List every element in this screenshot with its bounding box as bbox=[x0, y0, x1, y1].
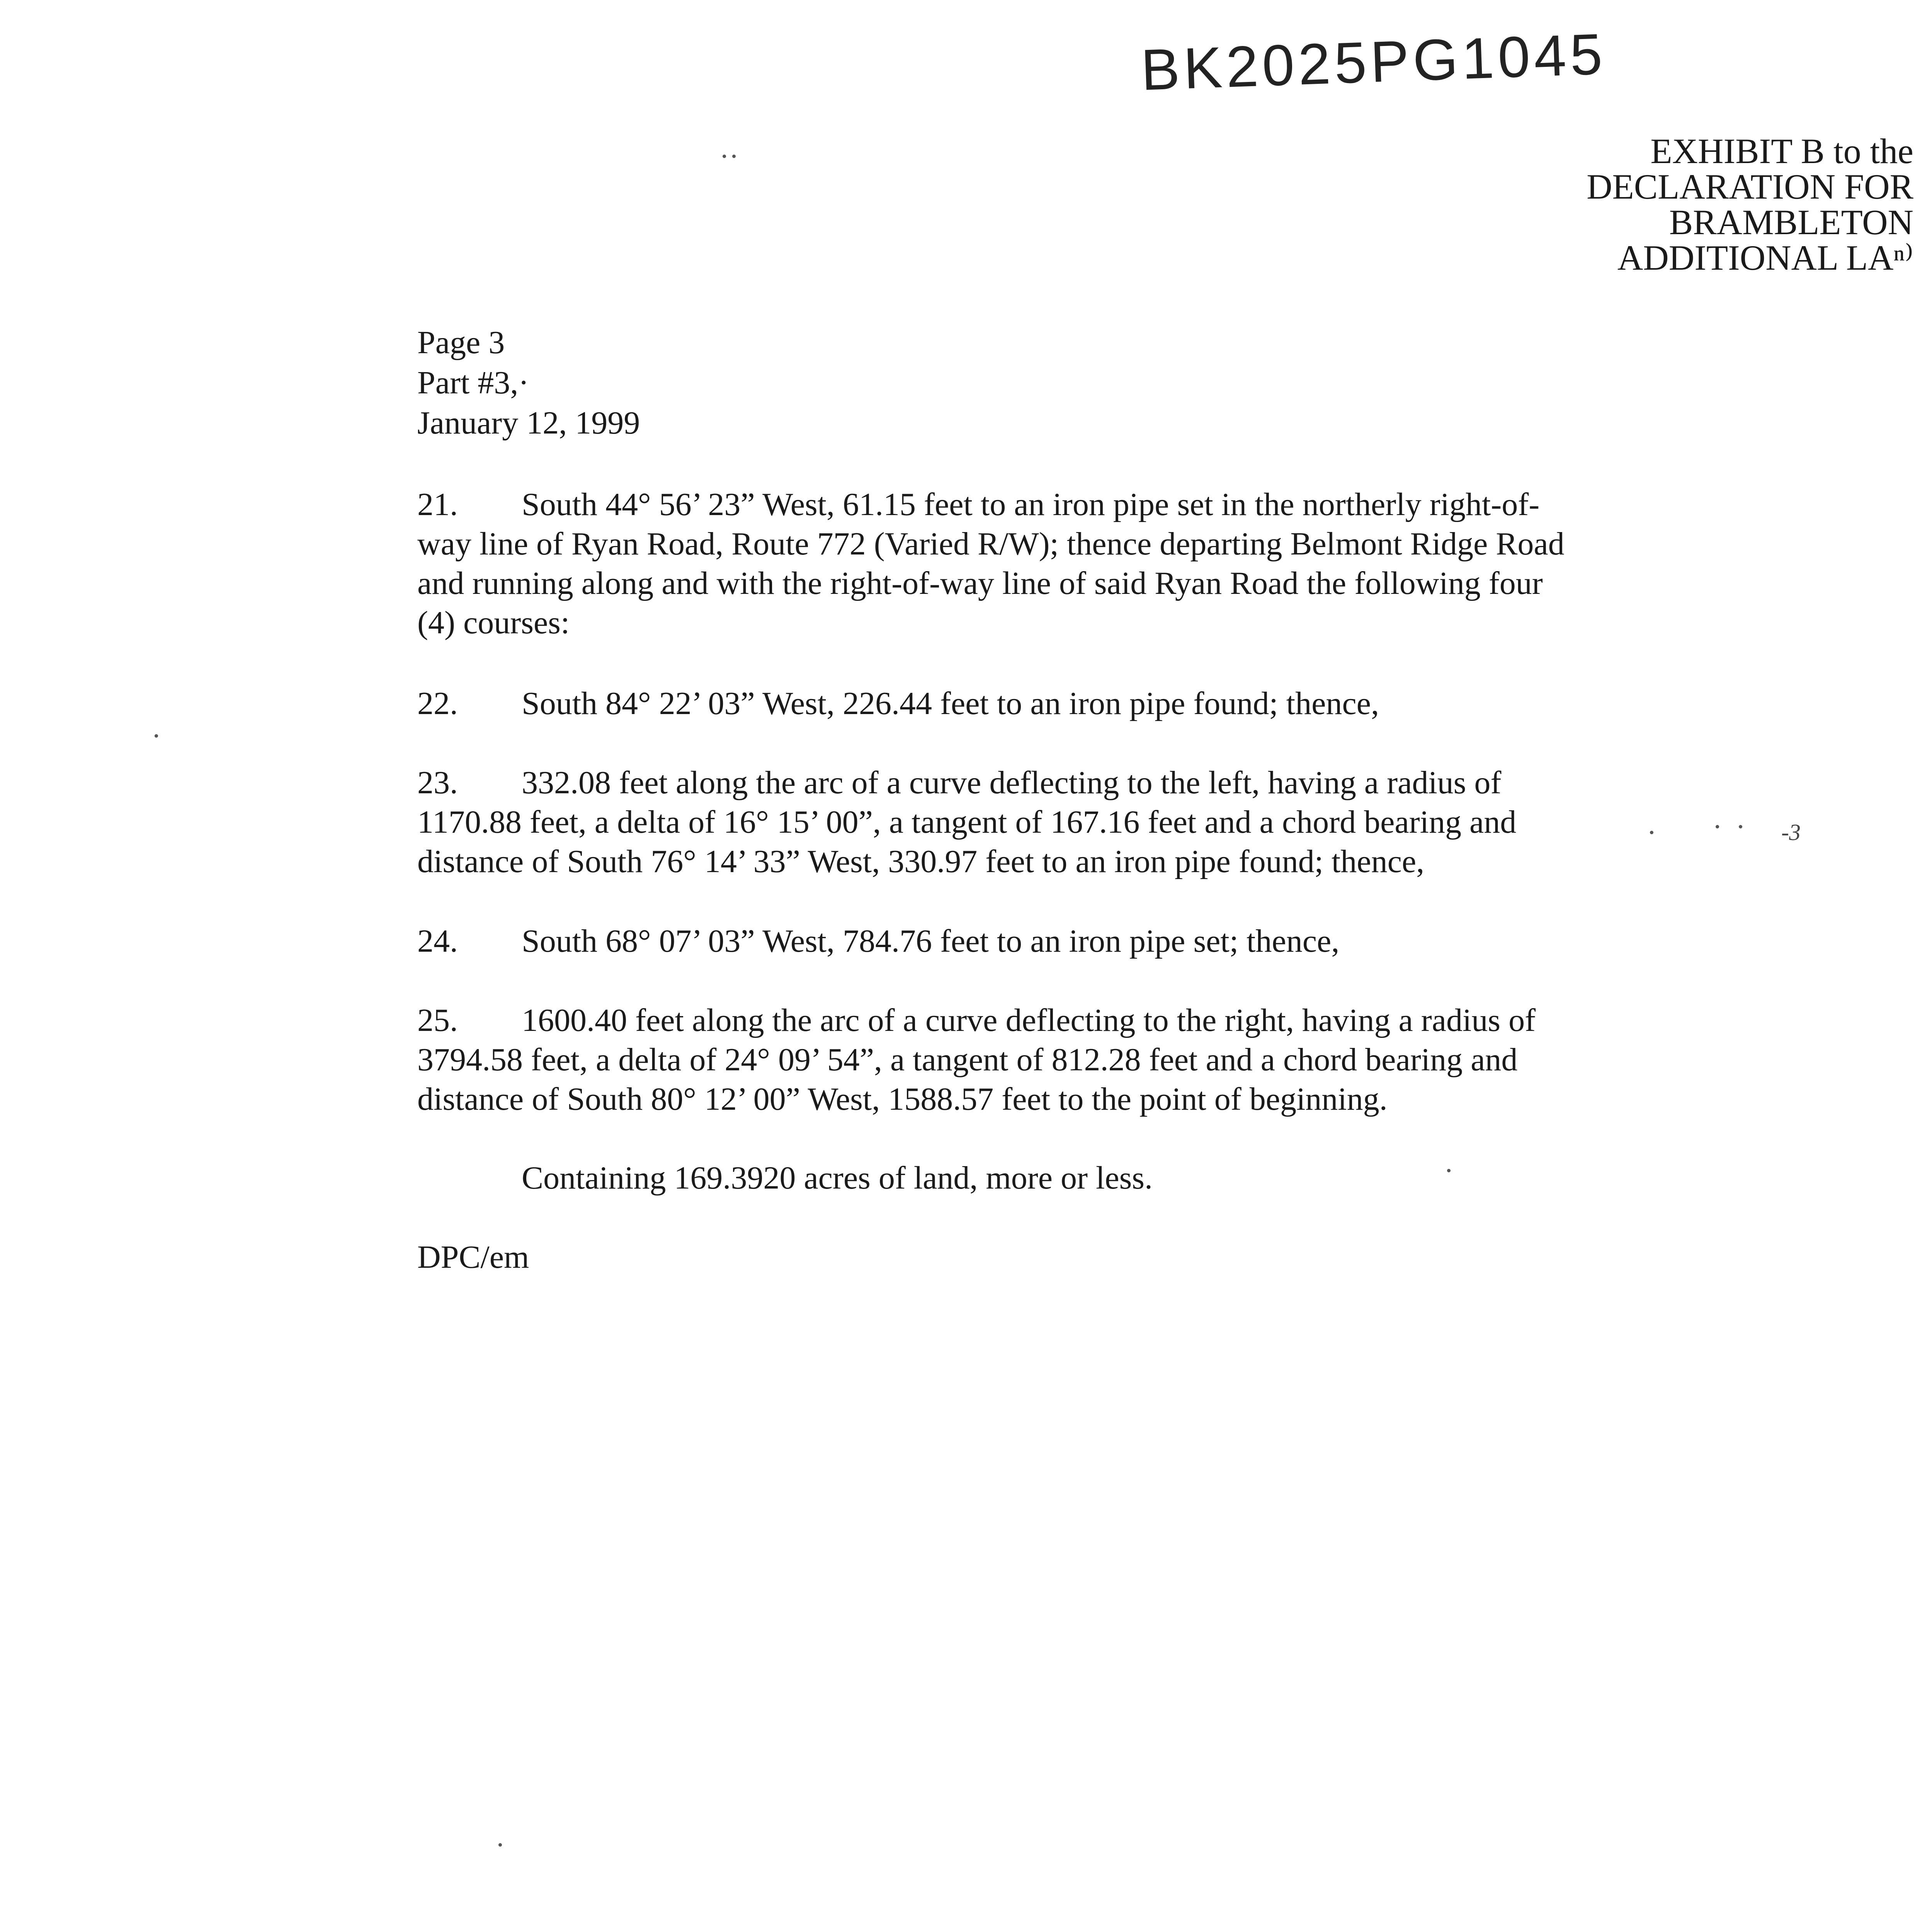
course-paragraph-21 bbox=[417, 485, 1716, 643]
course-line: South 44° 56’ 23” West, 61.15 feet to an iron pipe set in the northerly right-of- bbox=[522, 486, 1540, 522]
scan-speck bbox=[498, 1843, 502, 1847]
course-line: 332.08 feet along the arc of a curve deflecting to the left, having a radius of bbox=[522, 765, 1502, 801]
scan-speck bbox=[1716, 825, 1719, 828]
document-date: January 12, 1999 bbox=[417, 405, 640, 441]
scan-speck bbox=[1447, 1169, 1451, 1172]
course-number: 21. bbox=[417, 486, 458, 522]
course-paragraph-25 bbox=[417, 1001, 1716, 1119]
course-line: 3794.58 feet, a delta of 24° 09’ 54”, a tangent of 812.28 feet and a chord bearing and bbox=[417, 1042, 1518, 1078]
exhibit-line: DECLARATION FOR bbox=[1587, 167, 1913, 206]
course-number: 23. bbox=[417, 765, 458, 801]
book-page-stamp: BK2025PG1045 bbox=[1140, 21, 1607, 102]
scan-speck bbox=[1739, 825, 1742, 828]
part-label: Part #3,· bbox=[417, 365, 529, 401]
scan-speck bbox=[1650, 831, 1653, 834]
course-number: 24. bbox=[417, 923, 458, 959]
course-paragraph-24 bbox=[417, 922, 1716, 961]
acreage-statement: Containing 169.3920 acres of land, more or less. bbox=[522, 1160, 1153, 1196]
course-number: 25. bbox=[417, 1002, 458, 1038]
course-line: South 84° 22’ 03” West, 226.44 feet to an iron pipe found; thence, bbox=[522, 685, 1379, 721]
scan-speck bbox=[155, 734, 158, 738]
course-line: (4) courses: bbox=[417, 605, 570, 641]
page-label: Page 3 bbox=[417, 325, 505, 361]
course-paragraph-23 bbox=[417, 763, 1716, 881]
exhibit-line: BRAMBLETON bbox=[1669, 202, 1913, 242]
scan-speck bbox=[723, 155, 726, 158]
course-line: 1170.88 feet, a delta of 16° 15’ 00”, a tangent of 167.16 feet and a chord bearing and bbox=[417, 804, 1517, 840]
exhibit-header bbox=[1372, 133, 1913, 276]
scan-speck bbox=[732, 155, 736, 158]
document-meta bbox=[417, 323, 640, 443]
author-initials: DPC/em bbox=[417, 1239, 529, 1275]
course-paragraph-22 bbox=[417, 684, 1716, 723]
course-number: 22. bbox=[417, 685, 458, 721]
course-line: distance of South 80° 12’ 00” West, 1588.57 feet to the point of beginning. bbox=[417, 1081, 1388, 1117]
course-line: South 68° 07’ 03” West, 784.76 feet to an iron pipe set; thence, bbox=[522, 923, 1340, 959]
course-line: way line of Ryan Road, Route 772 (Varied R/W); thence departing Belmont Ridge Road bbox=[417, 526, 1565, 562]
exhibit-line: ADDITIONAL LAⁿ⁾ bbox=[1617, 238, 1913, 277]
exhibit-line: EXHIBIT B to the bbox=[1650, 131, 1913, 171]
course-line: 1600.40 feet along the arc of a curve deflecting to the right, having a radius of bbox=[522, 1002, 1536, 1038]
course-line: and running along and with the right-of-way line of said Ryan Road the following four bbox=[417, 565, 1543, 601]
course-line: distance of South 76° 14’ 33” West, 330.97 feet to an iron pipe found; thence, bbox=[417, 844, 1425, 879]
margin-mark: -3 bbox=[1781, 820, 1801, 845]
